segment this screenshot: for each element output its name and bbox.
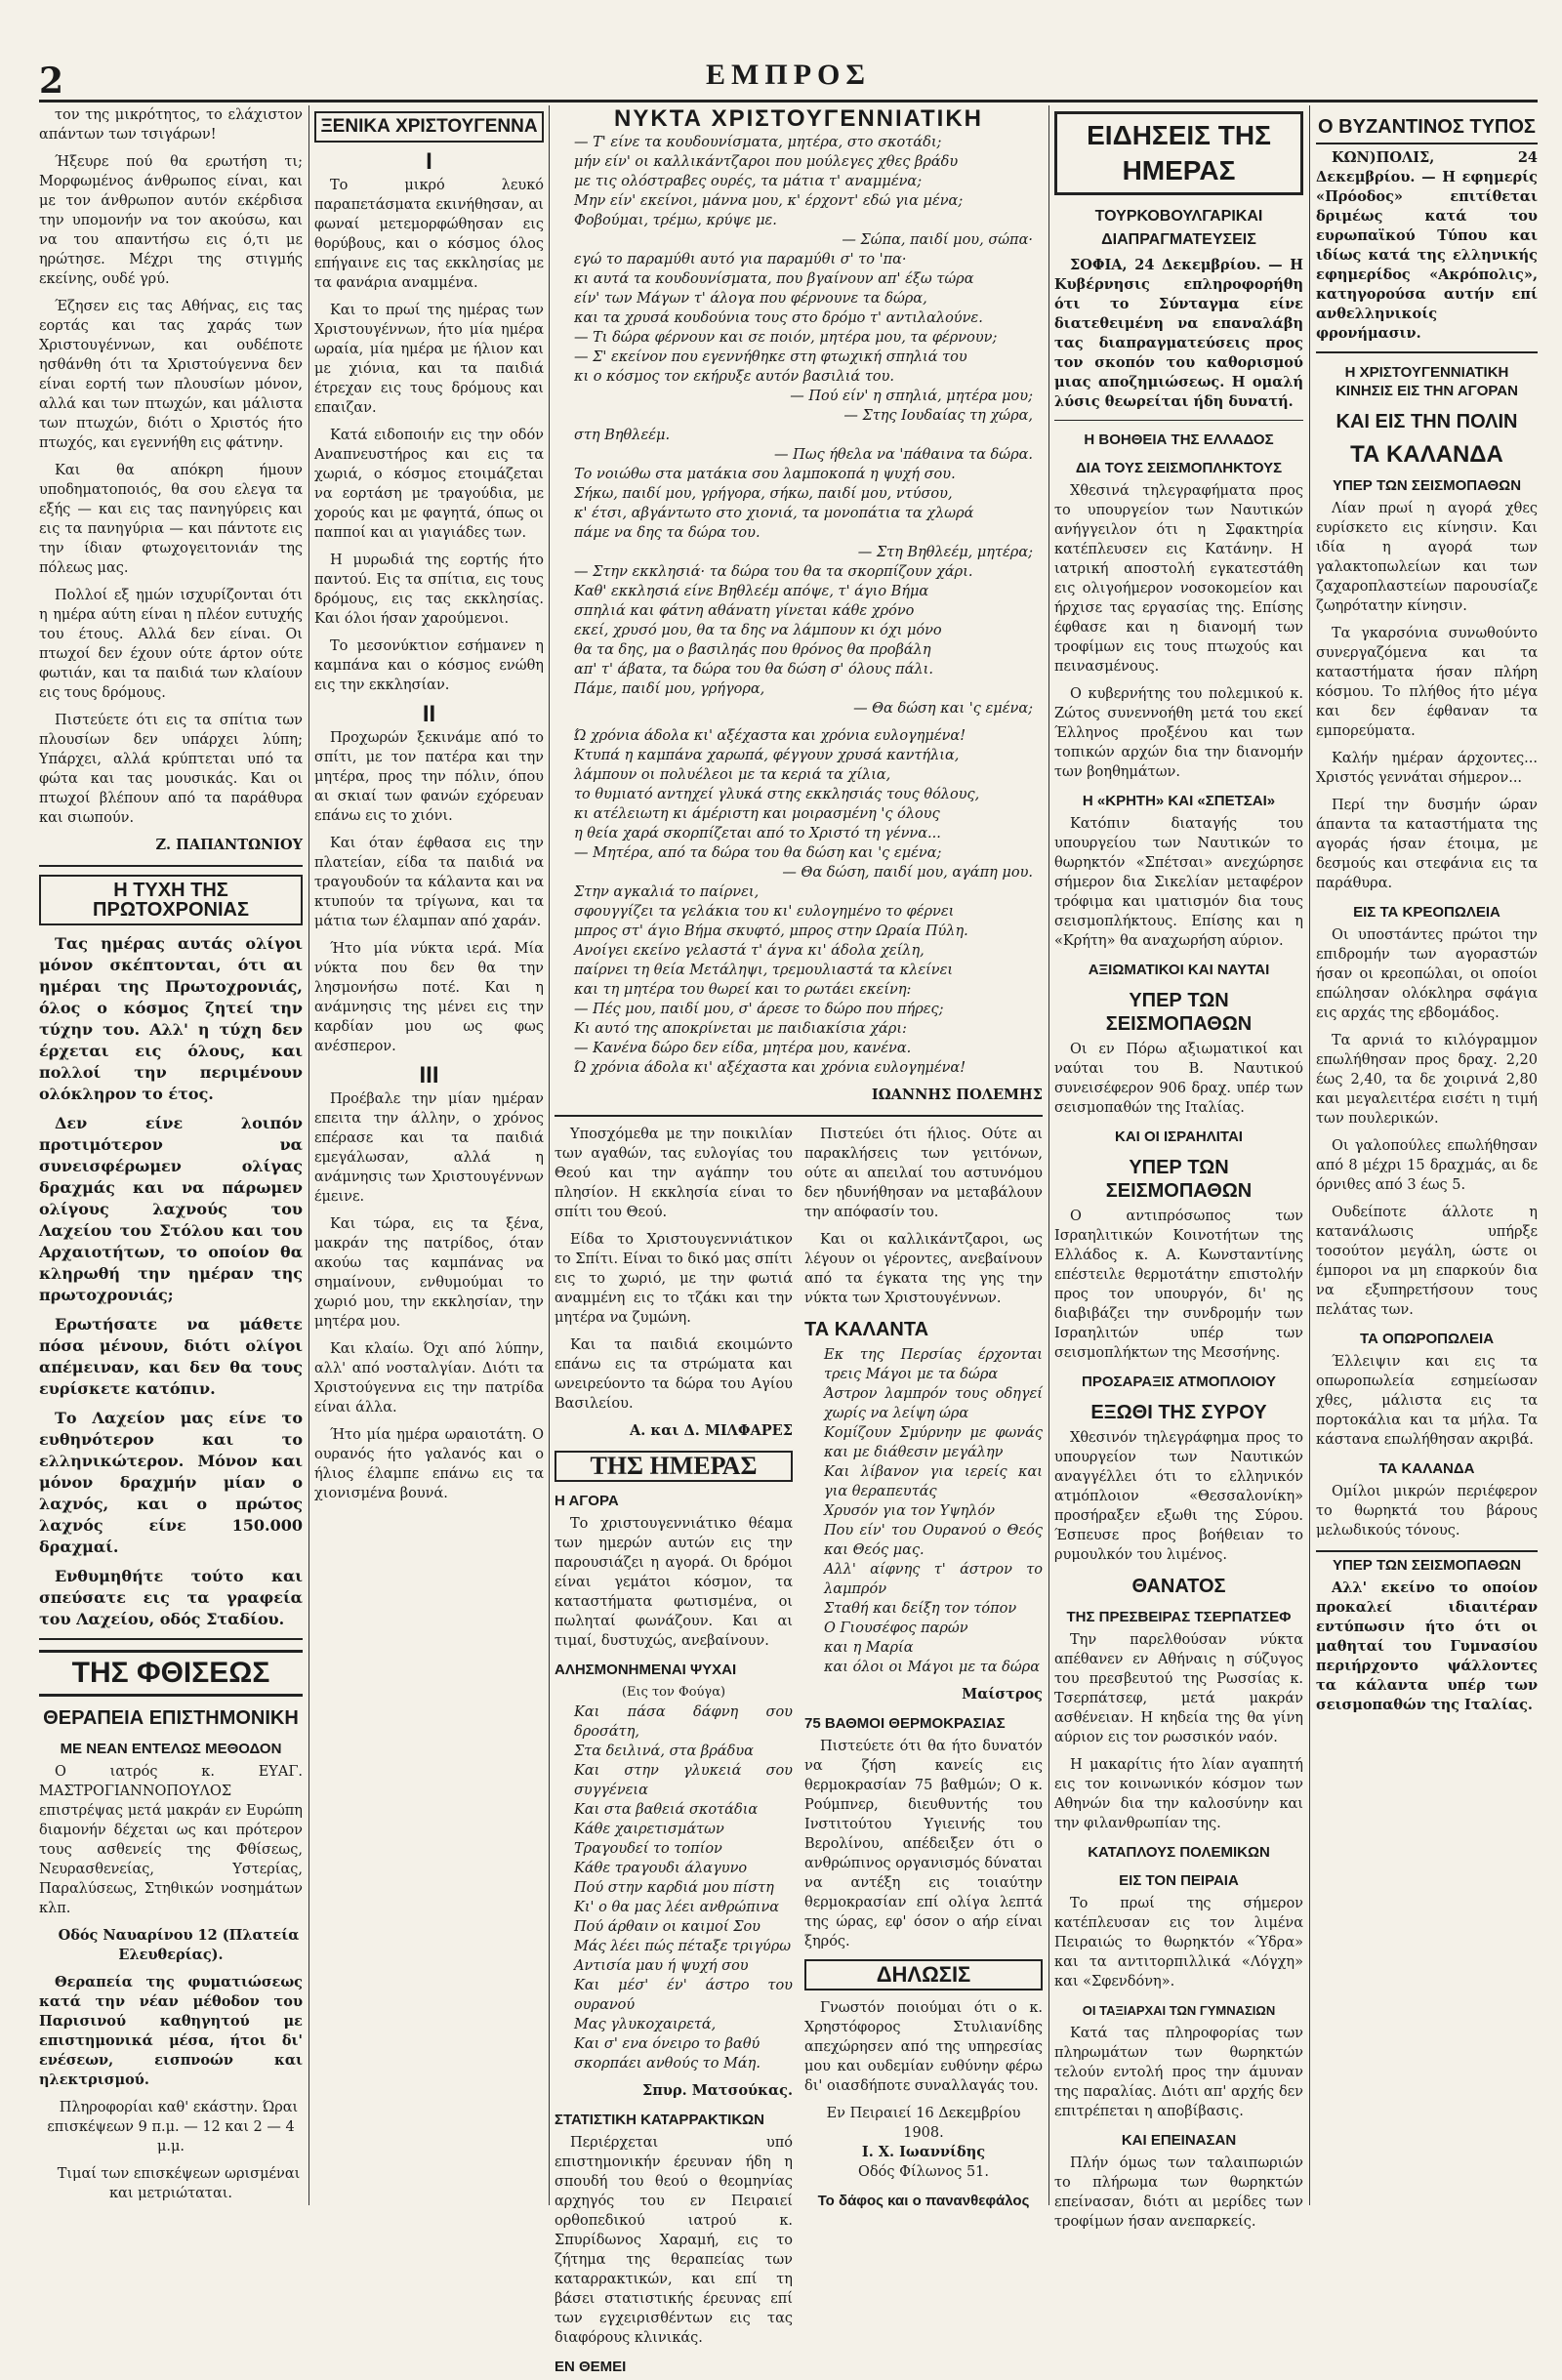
news-headline-sub: ΥΠΕΡ ΤΩΝ ΣΕΙΣΜΟΠΑΘΩΝ bbox=[1105, 1157, 1253, 1202]
news-headline: ΤΑ ΚΑΛΑΝΔΑ bbox=[1378, 1460, 1475, 1477]
subcolumn-right bbox=[804, 1125, 1043, 2380]
paragraph: Και τα παιδιά εκοιμώντο επάνω εις τα στρώματα και ωνειρεύοντο τα δώρα του Αγίου Βασιλείου. bbox=[555, 1337, 793, 1412]
poem-line: Ανοίγει εκείνο γελαστά τ' άγνα κι' άδολα χείλη, bbox=[574, 943, 925, 959]
poem-line: Κτυπά η καμπάνα χαρωπά, φέγγουν χρυσά καντήλια, bbox=[574, 748, 960, 763]
article-signature: Ζ. ΠΑΠΑΝΤΩΝΙΟΥ bbox=[155, 837, 303, 853]
news-headline: ΟΙ ΤΑΞΙΑΡΧΑΙ ΤΩΝ ΓΥΜΝΑΣΙΩΝ bbox=[1082, 2003, 1276, 2018]
paragraph: Περί την δυσμήν ώραν άπαντα τα καταστήματα της αγοράς ήσαν έτοιμα, με δεσμούς και στεφάνια εις τα παράθυρα. bbox=[1316, 798, 1538, 891]
news-headline: ΚΑΙ ΕΠΕΙΝΑΣΑΝ bbox=[1121, 2132, 1237, 2149]
news-headline: ΑΞΙΩΜΑΤΙΚΟΙ ΚΑΙ ΝΑΥΤΑΙ bbox=[1088, 962, 1270, 978]
news-headline-sub: ΔΙΑ ΤΟΥΣ ΣΕΙΣΜΟΠΛΗΚΤΟΥΣ bbox=[1075, 460, 1283, 476]
news-headline-sub: ΥΠΕΡ ΤΩΝ ΣΕΙΣΜΟΠΑΘΩΝ bbox=[1105, 990, 1253, 1035]
poem-line: Κι αυτό της αποκρίνεται με παιδιακίσια χάρι: bbox=[574, 1021, 907, 1037]
news-headline-sub: ΥΠΕΡ ΤΩΝ ΣΕΙΣΜΟΠΑΘΩΝ bbox=[1332, 477, 1522, 494]
poem-line: λάμπουν οι πολυέλεοι με τα κεριά τα χίλια, bbox=[574, 767, 891, 783]
divider bbox=[39, 1638, 303, 1640]
paragraph: Η μυρωδιά της εορτής ήτο παντού. Εις τα σπίτια, εις τους δρόμους, εις τας εκκλησίας. Και όλοι ήσαν χαρούμενοι. bbox=[314, 553, 544, 627]
paragraph: Προέβαλε την μίαν ημέραν επειτα την άλλην, ο χρόνος επέρασε και τα παιδιά εμεγάλωσαν, αλλά η ανάμνησις των Χριστουγέννων έμεινε. bbox=[314, 1091, 544, 1205]
ad-subtitle: ΘΕΡΑΠΕΙΑ ΕΠΙΣΤΗΜΟΝΙΚΗ bbox=[43, 1707, 299, 1729]
poem-line: — Στην εκκλησιά· τα δώρα του θα τα σκορπίζουν χάρι. bbox=[574, 564, 973, 580]
paragraph: Το μεσονύκτιον εσήμανεν η καμπάνα και ο κόσμος ενώθη εις την εκκλησίαν. bbox=[314, 638, 544, 693]
paragraph: Το χριστουγεννιάτικο θέαμα των ημερών αυτών εις την παρουσιάζει η αγορά. Οι δρόμοι είναι γεμάτοι κόσμον, τα καταστήματα φωτισμένα, οι πωληταί φωνάζουν. Και αι τιμαί, δυστυχώς, ανεβαίνουν. bbox=[555, 1516, 793, 1649]
poem-line: Τραγουδεί το τοπίον bbox=[574, 1841, 722, 1857]
poem-line: κι ο κόσμος τον εκήρυξε αυτόν βασιλιά του. bbox=[574, 369, 895, 385]
paragraph: Γνωστόν ποιούμαι ότι ο κ. Χρηστόφορος Στυλιανίδης απεχώρησεν από της υπηρεσίας μου και ουδεμίαν ευθύνην φέρω δι' οιασδήποτε συναλλαγάς του. bbox=[804, 2000, 1043, 2094]
paragraph: Ομίλοι μικρών περιέφερον το θωρηκτά του βάρους μελωδικούς τόνους. bbox=[1316, 1484, 1538, 1539]
paragraph: Πιστεύει ότι ήλιος. Ούτε αι παρακλήσεις των γειτόνων, ούτε αι απειλαί του αστυνόμου δεν ηδυνήθησαν να μεταβάλουν την απόφασίν του. bbox=[804, 1127, 1043, 1220]
section-title: ΤΗΣ ΗΜΕΡΑΣ bbox=[555, 1451, 793, 1482]
paragraph: Οι γαλοπούλες επωλήθησαν από 8 μέχρι 15 δραχμάς, αι δε όρνιθες από 3 έως 5. bbox=[1316, 1138, 1538, 1193]
paragraph: Η μακαρίτις ήτο λίαν αγαπητή εις τον κοινωνικόν κόσμον των Αθηνών δια την καλοσύνην και την φιλανθρωπίαν της. bbox=[1054, 1757, 1303, 1831]
subhead-psyches: ΑΛΗΣΜΟΝΗΜΕΝΑΙ ΨΥΧΑΙ bbox=[555, 1662, 737, 1678]
news-headline: Ο ΒΥΖΑΝΤΙΝΟΣ ΤΥΠΟΣ bbox=[1316, 115, 1538, 144]
poem-line: — Θα δώση, παιδί μου, αγάπη μου. bbox=[782, 865, 1033, 881]
poem-line: απ' τ' άβατα, τα δώρα του θα δώση σ' όλους πάλι. bbox=[574, 662, 933, 677]
ad-subtitle-2: ΜΕ ΝΕΑΝ ΕΝΤΕΛΩΣ ΜΕΘΟΔΟΝ bbox=[60, 1741, 282, 1757]
poem-line: μήν είν' οι καλλικάντζαροι που μούλεγες χθες βράδυ bbox=[574, 154, 959, 170]
paragraph: Τα αρνιά το κιλόγραμμον επωλήθησαν προς δραχ. 2,20 έως 2,40, τα δε χοιρινά 2,80 και μεγαλειτέρα εισέτι η τιμή των πουλερικών. bbox=[1316, 1033, 1538, 1127]
poem-line: Στα δειλινά, στα βράδυα bbox=[574, 1744, 754, 1759]
poem-line: — Στης Ιουδαίας τη χώρα, bbox=[843, 408, 1033, 424]
news-section-title: ΕΙΔΗΣΕΙΣ ΤΗΣ ΗΜΕΡΑΣ bbox=[1054, 111, 1303, 195]
paragraph: Την παρελθούσαν νύκτα απέθανεν εν Αθήναις η σύζυγος του πρεσβευτού της Ρωσσίας κ. Τσερπάτσεφ, μετά μακράν ασθένειαν. Η κηδεία της θα γίνη αύριον εις τον ρωσσικόν ναόν. bbox=[1054, 1632, 1303, 1745]
news-headline: ΠΡΟΣΑΡΑΞΙΣ ΑΤΜΟΠΛΟΙΟΥ bbox=[1082, 1374, 1276, 1390]
notice-signature: Ι. Χ. Ιωαννίδης bbox=[861, 2144, 986, 2160]
ad-paragraph: Οδός Ναυαρίνου 12 (Πλατεία Ελευθερίας). bbox=[58, 1927, 300, 1963]
poem-line: Πού άρθαιν οι καιμοί Σου bbox=[574, 1919, 760, 1935]
paper-name: ΕΜΠΡΟΣ bbox=[706, 59, 871, 91]
paragraph: Ήτο μία ημέρα ωραιοτάτη. Ο ουρανός ήτο γαλανός και ο ήλιος έλαμπε επάνω εις τα χιονισμένα βουνά. bbox=[314, 1427, 544, 1501]
paragraph: Έζησεν εις τας Αθήνας, εις τας εορτάς και τας χαράς των Χριστουγέννων, και ουδέποτε ησθάνθη ότι τα Χριστούγεννα δεν είναι εορτή των πλουσίων μόνον, αλλά και των πτωχών, και μάλιστα των πτωχών, διότι ο Χριστός ήτο πτωχός, και εγεννήθη εις φάτνην. bbox=[39, 299, 303, 451]
news-headline: ΤΟΥΡΚΟΒΟΥΛΓΑΡΙΚΑΙ ΔΙΑΠΡΑΓΜΑΤΕΥΣΕΙΣ bbox=[1094, 208, 1263, 248]
news-headline: ΤΑ ΟΠΩΡΟΠΩΛΕΙΑ bbox=[1359, 1331, 1495, 1347]
paragraph: Τας ημέρας αυτάς ολίγοι μόνον σκέπτονται, ότι αι ημέραι της Πρωτοχρονιάς, όλος ο κόσμος ζητεί την τύχην του. Αλλ' η τύχη δεν έρχεται εις όλους, και πολλοί την περιμένουν ολόκληρον το έτος. bbox=[39, 934, 303, 1103]
poem-line: Κομίζουν Σμύρνην με φωνάς και με διάθεσιν μεγάλην bbox=[824, 1425, 1043, 1460]
poem-line: κι ατέλειωτη κι άμέριστη και μοιρασμένη 'ς όλους bbox=[574, 806, 940, 822]
poem-line: μπρος στ' άγιο Βήμα σκυφτό, μπρος στην Ωραία Πύλη. bbox=[574, 923, 968, 939]
news-headline-sub: ΕΞΩΘΙ ΤΗΣ ΣΥΡΟΥ bbox=[1090, 1402, 1267, 1423]
paragraph: Ήτο μία νύκτα ιερά. Μία νύκτα που δεν θα την λησμονήσω ποτέ. Και η ανάμνησις της μένει εις την καρδίαν μου ως φως ανέσπερον. bbox=[314, 941, 544, 1054]
paragraph: Και το πρωί της ημέρας των Χριστουγέννων, ήτο μία ημέρα ωραία, μία ημέρα με ήλιον και με χιόνια, και τα παιδιά έτρεχαν εις τους δρόμους και επαιζαν. bbox=[314, 303, 544, 416]
paragraph: Προχωρών ξεκινάμε από το σπίτι, με τον πατέρα και την μητέρα, προς την πόλιν, όπου αι σκιαί των φανών εχόρευαν επάνω εις το χιόνι. bbox=[314, 730, 544, 824]
poem-line: πάμε να δης τα δώρα του. bbox=[574, 525, 760, 541]
paragraph: Δεν είνε λοιπόν προτιμότερον να συνεισφέρωμεν ολίγας δραχμάς και να πάρωμεν ολίγους λαχνούς του Λαχείου του Στόλου και του Αρχαιοτήτων, το οποίον θα κληρωθή την ημέραν της πρωτοχρονιάς; bbox=[39, 1114, 303, 1304]
paragraph: ΚΩΝ)ΠΟΛΙΣ, 24 Δεκεμβρίου. — Η εφημερίς «Πρόοδος» επιτίθεται δριμέως κατά του ευρωπαϊκού Τύπου και ιδίως κατά της ελληνικής εφημερίδος «Ακρόπολις», κατηγορούσα αυτήν επί ανθελληνικοίς φρονήμασιν. bbox=[1316, 149, 1538, 342]
poem-line: Σταθή και δείξη τον τόπον bbox=[824, 1601, 1017, 1617]
news-headline: Η ΧΡΙΣΤΟΥΓΕΝΝΙΑΤΙΚΗ ΚΙΝΗΣΙΣ ΕΙΣ ΤΗΝ ΑΓΟΡΑΝ bbox=[1336, 364, 1518, 399]
poem-line: είν' των Μάγων τ' άλογα που φέρνουνε τα δώρα, bbox=[574, 291, 927, 307]
news-headline: Η ΒΟΗΘΕΙΑ ΤΗΣ ΕΛΛΑΔΟΣ bbox=[1084, 431, 1274, 448]
poem-line: — Πές μου, παιδί μου, σ' άρεσε το δώρο που πήρες; bbox=[574, 1002, 944, 1017]
divider bbox=[555, 1115, 1043, 1117]
poem-line: θα τα δης, μα ο βασιληάς που θρόνος θα προβάλη bbox=[574, 642, 931, 658]
notice-address: Οδός Φίλωνος 51. bbox=[858, 2164, 989, 2180]
poem-signature: Σπυρ. Ματσούκας. bbox=[642, 2082, 793, 2099]
paragraph: Το Λαχείον μας είνε το ευθηνότερον και το ελληνικώτερον. Μόνον και μόνον δραχμήν μίαν ο λαχνός, και ο πρώτος λαχνός είνε 150.000 δραχμαί. bbox=[39, 1409, 303, 1556]
poem-line: κ' έτσι, αβγάντωτο στο χιονιά, τα μονοπάτια τα χλωρά bbox=[574, 506, 974, 521]
poem-line: Πάμε, παιδί μου, γρήγορα, bbox=[574, 681, 765, 697]
subhead-temperature: 75 ΒΑΘΜΟΙ ΘΕΡΜΟΚΡΑΣΙΑΣ bbox=[804, 1715, 1006, 1732]
page-number: 2 bbox=[39, 61, 64, 102]
poem-line: σκορπάει ανθούς το Μάη. bbox=[574, 2056, 760, 2072]
subhead-statistics: ΣΤΑΤΙΣΤΙΚΗ ΚΑΤΑΡΡΑΚΤΙΚΩΝ bbox=[555, 2112, 765, 2128]
notice-title: ΔΗΛΩΣΙΣ bbox=[804, 1959, 1043, 1990]
paragraph: Χθεσινά τηλεγραφήματα προς το υπουργείον των Ναυτικών ανήγγειλον ότι η Σφακτηρία κατέπλευσεν εις Κατάνην. Η ιατρική αποστολή εγκατεστάθη εις ολιγοήμερον νοσοκομείον και ήρχισε τας εργασίας της. Επίσης έφθασε και η διανομή των τροφίμων εις τους πτωχούς και πεινασμένους. bbox=[1054, 483, 1303, 675]
paragraph: Ενθυμηθήτε τούτο και σπεύσατε εις τα γραφεία του Λαχείου, οδός Σταδίου. bbox=[39, 1567, 303, 1628]
ad-paragraph: Θεραπεία της φυματιώσεως κατά την νέαν μέθοδον του Παρισινού καθηγητού με επιστημονικά μέσα, ήτοι δι' ενέσεων, εισπνοών και ηλεκτρισμού. bbox=[39, 1974, 303, 2088]
poem-line: Και μέσ' έν' άστρο του ουρανού bbox=[574, 1978, 793, 2013]
poem-line: Πού στην καρδιά μου πίστη bbox=[574, 1880, 774, 1896]
poem-line: Εκ της Περσίας έρχονται τρεις Μάγοι με τα δώρα bbox=[824, 1347, 1043, 1382]
paragraph: Ουδείποτε άλλοτε η κατανάλωσις υπήρξε τοσούτον μεγάλη, ώστε οι έμποροι να μη επαρκούν δια να εξυπηρετήσουν τους πελάτας των. bbox=[1316, 1205, 1538, 1318]
divider bbox=[1054, 420, 1303, 421]
news-headline-sub: ΚΑΙ ΕΙΣ ΤΗΝ ΠΟΛΙΝ bbox=[1336, 411, 1518, 432]
poem-line: Και πάσα δάφνη σου δροσάτη, bbox=[574, 1704, 793, 1740]
poem-line: — Στη Βηθλεέμ, μητέρα; bbox=[857, 545, 1033, 560]
ad-paragraph: Τιμαί των επισκέψεων ωρισμέναι και μετριώταται. bbox=[57, 2166, 301, 2201]
paragraph: Και κλαίω. Όχι από λύπην, αλλ' από νοσταλγίαν. Διότι τα Χριστούγεννα εις την πατρίδα είναι άλλα. bbox=[314, 1341, 544, 1416]
poem-line: Και λίβανον για ιερείς και για θεραπευτάς bbox=[824, 1464, 1043, 1499]
poem-line: κι αυτά τα κουδουνίσματα, που βγαίνουν απ' έξω τώρα bbox=[574, 271, 974, 287]
section-number: ΙΙΙ bbox=[419, 1062, 439, 1088]
subhead-note: (Εις τον Φούγα) bbox=[621, 1685, 726, 1700]
paragraph: Οι υποστάντες πρώτοι την επιδρομήν των αγοραστών ήσαν οι κρεοπώλαι, οι οποίοι επώλησαν ολόκληρα σφάγια εις αρχάς της εβδομάδος. bbox=[1316, 927, 1538, 1021]
poem-title: ΝΥΚΤΑ ΧΡΙΣΤΟΥΓΕΝΝΙΑΤΙΚΗ bbox=[614, 105, 983, 132]
poem-line: παίρνει τη θεία Μετάληψι, τρεμουλιαστά τα κλείνει bbox=[574, 963, 954, 978]
poem-line: Αλλ' αίφνης τ' άστρον το λαμπρόν bbox=[824, 1562, 1043, 1597]
poem-line: και τα χρυσά κουδούνια τους στο δρόμο τ' αντιλαλούνε. bbox=[574, 310, 983, 326]
paragraph: Και θα απόκρη ήμουν υποδηματοποιός, θα σου ελεγα τα εξής — και εις τας πανηγύρεις και εις τα πανηγύρια — και πάντοτε εις την ίδιαν φτωχογειτονιάν της πόλεως μας. bbox=[39, 463, 303, 576]
paragraph: Υποσχόμεθα με την ποικιλίαν των αγαθών, τας ευλογίας του Θεού και την αγάπην του πλησίον. Η εκκλησία είναι το σπίτι του Θεού. bbox=[555, 1127, 793, 1220]
poem-line: εγώ το παραμύθι αυτό για παραμύθι σ' το 'πα· bbox=[574, 252, 907, 267]
notice-place-date: Εν Πειραιεί 16 Δεκεμβρίου 1908. bbox=[826, 2106, 1021, 2141]
poem-line: Ώ χρόνια άδολα κι' αξέχαστα και χρόνια ευλογημένα! bbox=[574, 1060, 966, 1076]
poem-line: — Μητέρα, από τα δώρα του θα δώση και 'ς εμένα; bbox=[574, 845, 942, 861]
paragraph: Χθεσινόν τηλεγράφημα προς το υπουργείον των Ναυτικών αναγγέλλει ότι το ελληνικόν ατμόπλοιον «Θεσσαλονίκη» προσήραξεν εξωθι της Σύρου. Έσπευσε προς βοήθειαν το ρυμουλκόν του λιμένος. bbox=[1054, 1430, 1303, 1563]
article-1 bbox=[39, 105, 303, 855]
poem-line: Ο Γιουσέφος παρών bbox=[824, 1621, 968, 1636]
poem-line: — Σώπα, παιδί μου, σώπα· bbox=[842, 232, 1033, 248]
subhead-en-theme: ΕΝ ΘΕΜΕΙ bbox=[555, 2359, 627, 2375]
article-2 bbox=[39, 933, 303, 1630]
subhead-kalanta: ΤΑ ΚΑΛΑΝΤΑ bbox=[804, 1319, 929, 1340]
ad-paragraph: Ο ιατρός κ. ΕΥΑΓ. ΜΑΣΤΡΟΓΙΑΝΝΟΠΟΥΛΟΣ επιστρέψας μετά μακράν εν Ευρώπη διαμονήν δέχεται ως και πρότερον τους ασθενείς της Φθίσεως, Νευρασθενείας, Υστερίας, Παραλύσεως, Στηθικών νοσημάτων κλπ. bbox=[39, 1764, 303, 1916]
poem-line: στη Βηθλεέμ. bbox=[574, 428, 671, 443]
poem-line: Άστρον λαμπρόν τους οδηγεί χωρίς να λείψη ώρα bbox=[824, 1386, 1043, 1421]
paragraph: Οι εν Πόρω αξιωματικοί και ναύται του Β. Ναυτικού συνεισέφερον 906 δραχ. υπέρ των σεισμοπαθών της Ιταλίας. bbox=[1054, 1042, 1303, 1116]
poem-signature: ΙΩΑΝΝΗΣ ΠΟΛΕΜΗΣ bbox=[871, 1087, 1043, 1103]
poem-line: Και σ' ενα όνειρο το βαθύ bbox=[574, 2036, 760, 2052]
paragraph: Πολλοί εξ ημών ισχυρίζονται ότι η ημέρα αύτη είναι η πλέον ευτυχής του έτους. Αλλά δεν είναι. Οι πτωχοί δεν έχουν ούτε άρτον ούτε φωτιάν, και τα παιδιά των κλαίουν εις τους δρόμους. bbox=[39, 588, 303, 701]
poem-line: Και στα βαθειά σκοτάδια bbox=[574, 1802, 759, 1818]
news-headline: ΚΑΤΑΠΛΟΥΣ ΠΟΛΕΜΙΚΩΝ bbox=[1088, 1844, 1270, 1861]
poem-line: — Θα δώση και 'ς εμένα; bbox=[853, 701, 1033, 717]
paragraph: Πλήν όμως των ταλαιπωριών το πλήρωμα των θωρηκτών επείνασαν, διότι αι μερίδες των τροφίμων ήσαν ανεπαρκείς. bbox=[1054, 2155, 1303, 2230]
subcolumn-left bbox=[555, 1125, 793, 2380]
poem-line: με τις ολόστραβες ουρές, τα μάτια τ' αναμμένα; bbox=[574, 174, 923, 189]
poem-line: — Κανένα δώρο δεν είδα, μητέρα μου, κανένα. bbox=[574, 1041, 912, 1056]
poem-line: σπηλιά και φάτνη αθάνατη γίνεται κάθε χρόνο bbox=[574, 603, 915, 619]
paragraph: Λίαν πρωί η αγορά χθες ευρίσκετο εις κίνησιν. Και ιδία η αγορά των γαλακτοπωλείων και των ζαχαροπλαστείων παρουσίαζε ζωηρότατην κίνησιν. bbox=[1316, 501, 1538, 614]
poem-line: Μην είν' εκείνοι, μάννα μου, κ' έρχοντ' εδώ για μένα; bbox=[574, 193, 964, 209]
subhead-agora: Η ΑΓΟΡΑ bbox=[555, 1493, 619, 1509]
column-3 bbox=[555, 105, 1043, 2375]
paragraph: Και τώρα, εις τα ξένα, μακράν της πατρίδος, όταν ακούω τας καμπάνας να σημαίνουν, ενθυμούμαι το χωριό μου, την εκκλησίαν, την μητέρα μου. bbox=[314, 1216, 544, 1330]
article-title: ΞΕΝΙΚΑ ΧΡΙΣΤΟΥΓΕΝΝΑ bbox=[314, 111, 544, 143]
poem-line: Και στην γλυκειά σου συγγένεια bbox=[574, 1763, 793, 1798]
news-headline: ΚΑΙ ΟΙ ΙΣΡΑΗΛΙΤΑΙ bbox=[1115, 1128, 1243, 1145]
poem-signature: Μαίστρος bbox=[962, 1686, 1043, 1703]
paragraph: Τα γκαρσόνια συνωθούντο συνεργαζόμενα και τα καταστήματα ήσαν πλήρη κόσμου. Το πλήθος ήτο μέγα και δεν έφθαναν τα εμπορεύματα. bbox=[1316, 626, 1538, 739]
news-headline-sub: ΕΙΣ ΤΟΝ ΠΕΙΡΑΙΑ bbox=[1119, 1872, 1239, 1889]
column-rule bbox=[549, 105, 550, 2205]
masthead bbox=[39, 57, 1538, 103]
poem-line: σφουγγίζει τα γελάκια του κι' ευλογημένο το φέρνει bbox=[574, 904, 955, 920]
poem-line: Χρυσόν για τον Υψηλόν bbox=[824, 1503, 996, 1519]
poem-line: εκεί, χρυσό μου, θα τα δης να λάμπουν κι όχι μόνο bbox=[574, 623, 942, 638]
column-rule bbox=[1309, 105, 1310, 2205]
poem-line: Που είν' του Ουρανού ο Θεός και Θεός μας. bbox=[824, 1523, 1043, 1558]
section-number: ΙΙ bbox=[422, 701, 436, 727]
poem-line: Κάθε χαιρετισμάτων bbox=[574, 1822, 724, 1837]
poem-line: — Τι δώρα φέρνουν και σε ποιόν, μητέρα μου, τα φέρνουν; bbox=[574, 330, 998, 346]
column-4 bbox=[1054, 105, 1303, 2230]
paragraph: Αλλ' εκείνο το οποίον προκαλεί ιδιαιτέραν εντύπωσιν ήτο ότι οι μαθηταί του Γυμνασίου περιήρχοντο ψάλλοντες τα κάλαντα υπέρ των σεισμοπαθών της Ιταλίας. bbox=[1316, 1580, 1538, 1713]
poem-kalanta bbox=[804, 1345, 1043, 1677]
poem-line: — Τ' είνε τα κουδουνίσματα, μητέρα, στο σκοτάδι; bbox=[574, 135, 942, 150]
poem-line: Μάς λέει πώς πέταξε τριγύρω bbox=[574, 1939, 792, 1954]
poem-line: Το νοιώθω στα ματάκια σου λαμποκοπά η ψυχή σου. bbox=[574, 467, 956, 482]
paragraph: Και οι καλλικάντζαροι, ως λέγουν οι γέροντες, ανεβαίνουν από τα έγκατα της γης την νύκτα των Χριστουγέννων. bbox=[804, 1232, 1043, 1306]
poem-line: Μας γλυκοχαιρετά, bbox=[574, 2017, 717, 2032]
paragraph: Ερωτήσατε να μάθετε πόσα μένουν, διότι ολίγοι απέμειναν, και δεν θα τους ευρίσκετε κατόπιν. bbox=[39, 1315, 303, 1398]
divider bbox=[39, 865, 303, 867]
news-headline: ΘΑΝΑΤΟΣ bbox=[1131, 1576, 1226, 1597]
paragraph: ΣΟΦΙΑ, 24 Δεκεμβρίου. — Η Κυβέρνησις επληροφορήθη ότι το Σύνταγμα είνε διατεθειμένη να επαναλάβη τας διαπραγματεύσεις προς τον σκοπόν του καθορισμού μιας αποζημιώσεως. Η ομαλή λύσις θεωρείται ήδη δυνατή. bbox=[1054, 257, 1303, 410]
poem-line: Φοβούμαι, τρέμω, κρύψε με. bbox=[574, 213, 777, 228]
article-signature: Α. και Δ. ΜΙΛΦΑΡΕΣ bbox=[630, 1422, 793, 1439]
poem-line: — Πως ήθελα να 'πάθαινα τα δώρα. bbox=[774, 447, 1033, 463]
ad-title: ΤΗΣ ΦΘΙΣΕΩΣ bbox=[39, 1650, 303, 1697]
paragraph: Ο αντιπρόσωπος των Ισραηλιτικών Κοινοτήτων της Ελλάδος κ. Α. Κωνσταντίνης επέστειλε θερμοτάτην επιστολήν προς τον υπουργόν, δι' ης διαβιβάζει την συνδρομήν των Ισραηλιτών υπέρ των σεισμοπλήκτων της Μεσσήνης. bbox=[1054, 1209, 1303, 1361]
poem-line: και τη μητέρα του θωρεί και το ρωτάει εκείνη: bbox=[574, 982, 912, 998]
paragraph: Έλλειψιν και εις τα οπωροπωλεία εσημείωσαν χθες, μάλιστα εις τα πορτοκάλια και τα μήλα. Τα κάστανα επωλήθησαν ακριβά. bbox=[1316, 1354, 1538, 1448]
paragraph: τον της μικρότητος, το ελάχιστον απάντων των τσιγάρων! bbox=[39, 107, 303, 143]
news-headline-sub: ΤΑ ΚΑΛΑΝΔΑ bbox=[1350, 441, 1503, 468]
poem-line: το θυμιατό αντηχεί γλυκά στης εκκλησιάς τους θόλους, bbox=[574, 787, 980, 802]
poem-line: και όλοι οι Μάγοι με τα δώρα bbox=[824, 1660, 1040, 1675]
paragraph: Κατά τας πληροφορίας των πληρωμάτων των θωρηκτών τελούν εντολή προς την άμυναν της παραλίας. Διότι απ' αρχής δεν επιτρέπεται η αποβίβασις. bbox=[1054, 2026, 1303, 2119]
poem-line: και η Μαρία bbox=[824, 1640, 914, 1656]
column-rule bbox=[308, 105, 309, 2205]
paragraph: Ο κυβερνήτης του πολεμικού κ. Ζώτος συνεννοήθη μετά του εκεί Έλληνος προξένου και των τοπικών αρχών δια την διανομήν των βοηθημάτων. bbox=[1054, 686, 1303, 780]
paragraph: Το πρωί της σήμερον κατέπλευσαν εις τον λιμένα Πειραιώς το θωρηκτόν «Ύδρα» και τα αντιτορπιλλικά «Λόγχη» και «Σφενδόνη». bbox=[1054, 1896, 1303, 1990]
news-headline-sub: ΤΗΣ ΠΡΕΣΒΕΙΡΑΣ ΤΣΕΡΠΑΤΣΕΦ bbox=[1066, 1609, 1292, 1625]
column-5 bbox=[1316, 105, 1538, 2205]
poem-line: Κάθε τραγουδι άλαγυνο bbox=[574, 1861, 748, 1876]
ad-paragraph: Πληροφορίαι καθ' εκάστην. Ώραι επισκέψεων 9 π.μ. — 12 και 2 — 4 μ.μ. bbox=[47, 2100, 299, 2154]
divider bbox=[1316, 351, 1538, 353]
poem-line: Καθ' εκκλησιά είνε Βηθλεέμ απόψε, τ' άγιο Βήμα bbox=[574, 584, 929, 599]
lower-subcolumns bbox=[555, 1125, 1043, 2380]
section-number: Ι bbox=[426, 148, 432, 175]
paragraph: Είδα το Χριστουγεννιάτικον το Σπίτι. Είναι το δικό μας σπίτι εις το χωριό, με την φωτιά αναμμένη εις το τζάκι και την μητέρα να ζυμώνη. bbox=[555, 1232, 793, 1326]
poem-line: Κι' ο θα μας λέει ανθρώπινα bbox=[574, 1900, 780, 1915]
poem-line: — Πού είν' η σπηλιά, μητέρα μου; bbox=[790, 389, 1033, 404]
paragraph: Περιέρχεται υπό επιστημονικήν έρευναν ήδη η σπουδή του θεού ο θεομηνίας αρχηγός του εν Πειραιεί ορθοπεδικού ιατρού κ. Σπυρίδωνος Χαραμή, εις το ζήτημα της θεραπείας των καταρρακτικών, και επί τη βάσει στατιστικής έρευνας επί των εγχειρισθέντων εις τας διαφόρους κλινικάς. bbox=[555, 2135, 793, 2346]
paragraph: Κατόπιν διαταγής του υπουργείου των Ναυτικών το θωρηκτόν «Σπέτσαι» ανεχώρησε σήμερον δια Σικελίαν μεταφέρον τρόφιμα και ιματισμόν δια τους σεισμοπλήκτους. Επίσης και η «Κρήτη» θα αναχωρήση αύριον. bbox=[1054, 816, 1303, 949]
poem-line: — Σ' εκείνον που εγεννήθηκε στη φτωχική σπηλιά του bbox=[574, 349, 967, 365]
paragraph: Πιστεύετε ότι θα ήτο δυνατόν να ζήση κανείς εις θερμοκρασίαν 75 βαθμών; Ο κ. Ρούμπνερ, διευθυντής του Ινστιτούτου Υγιεινής του Βερολίνου, απέδειξεν ότι ο ανθρώπινος οργανισμός δύναται να αντέξη εις τοιαύτην θερμοκρασίαν επί ολίγα λεπτά της ώρας, εφ' όσον ο αήρ είναι ξηρός. bbox=[804, 1739, 1043, 1949]
paragraph: Ήξευρε πού θα ερωτήση τι; Μορφωμένος άνθρωπος είναι, και με τον άνθρωπον αυτόν εκέρδισα την υπομονήν να τον ακούσω, και να του απαντήσω εις ό,τι με ηρώτησε. Μέχρι της στιγμής εκείνης, ουδέ γρύ. bbox=[39, 154, 303, 287]
news-headline: ΥΠΕΡ ΤΩΝ ΣΕΙΣΜΟΠΑΘΩΝ bbox=[1316, 1550, 1538, 1575]
poem-line: Ώ χρόνια άδολα κι' αξέχαστα και χρόνια ευλογημένα! bbox=[574, 728, 966, 744]
column-rule bbox=[1048, 105, 1049, 2205]
paragraph: Το μικρό λευκό παραπετάσματα εκινήθησαν, αι φωναί μετεμορφώθησαν εις θορύβους, και ο κόσμος όλος επήγαινε εις τας εκκλησίας με τα φανάρια αναμμένα. bbox=[314, 178, 544, 291]
news-headline: Η «ΚΡΗΤΗ» ΚΑΙ «ΣΠΕΤΣΑΙ» bbox=[1082, 793, 1276, 809]
paragraph: Πιστεύετε ότι εις τα σπίτια των πλουσίων δεν υπάρχει λύπη; Υπάρχει, αλλά κρύπτεται υπό τα φώτα και τας μουσικάς. Και οι πτωχοί βλέπουν από τα παράθυρα και σιωπούν. bbox=[39, 713, 303, 826]
news-headline: ΕΙΣ ΤΑ ΚΡΕΟΠΩΛΕΙΑ bbox=[1353, 904, 1500, 921]
poem-stanza-2 bbox=[555, 726, 1043, 1078]
poem-line: η θεία χαρά σκορπίζεται από το Χριστό τη γέννα... bbox=[574, 826, 941, 841]
column-2 bbox=[314, 105, 544, 2205]
poem-line: Στην αγκαλιά το παίρνει, bbox=[574, 884, 760, 900]
poem-line: Σήκω, παιδί μου, γρήγορα, σήκω, παιδί μου, ντύσου, bbox=[574, 486, 953, 502]
poem-psyches bbox=[555, 1703, 793, 2073]
paragraph: Καλήν ημέραν άρχοντες... Χριστός γεννάται σήμερον... bbox=[1316, 751, 1538, 786]
poem-stanza-1 bbox=[555, 133, 1043, 718]
column-1 bbox=[39, 105, 303, 2205]
article-title: Η ΤΥΧΗ ΤΗΣ ΠΡΩΤΟΧΡΟΝΙΑΣ bbox=[39, 875, 303, 925]
paragraph: Και όταν έφθασα εις την πλατείαν, είδα τα παιδιά να τραγουδούν τα κάλαντα και να κτυπούν τα τρίγωνα, και τα μάτια των έλαμπαν από χαράν. bbox=[314, 836, 544, 929]
poem-line: Αντισία μαυ ή ψυχή σου bbox=[574, 1958, 749, 1974]
paragraph: Κατά ειδοποιήν εις την οδόν Αναπνευστήρος και εις τα χωριά, ο κόσμος ετοιμάζεται να εορτάση με τραγούδια, με χορούς και με φαγητά, όπως οι παπποί και αι γιαγιάδες των. bbox=[314, 428, 544, 541]
subhead-last: Το δάφος και ο πανανθεφάλος bbox=[817, 2193, 1030, 2209]
